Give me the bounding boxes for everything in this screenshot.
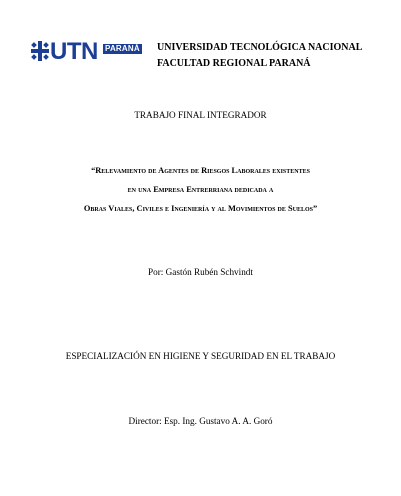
thesis-title-line-2: en una Empresa Entrerriana dedicada a <box>127 185 274 194</box>
logo-wordmark: UTN <box>50 38 98 65</box>
utn-emblem-icon <box>30 40 50 62</box>
logo-badge: PARANÁ <box>105 44 140 53</box>
institution-name <box>157 40 362 72</box>
utn-logo <box>30 40 142 66</box>
thesis-title <box>0 161 401 218</box>
specialization: ESPECIALIZACIÓN EN HIGIENE Y SEGURIDAD EN EL TRABAJO <box>65 351 336 361</box>
institution-line-faculty: FACULTAD REGIONAL PARANÁ <box>157 58 311 69</box>
header <box>30 40 390 74</box>
institution-line-university: UNIVERSIDAD TECNOLÓGICA NACIONAL <box>157 42 363 53</box>
thesis-title-line-3: Obras Viales, Civiles e Ingeniería y al Movimientos de Suelos” <box>83 204 318 213</box>
work-type: TRABAJO FINAL INTEGRADOR <box>134 110 267 120</box>
director: Director: Esp. Ing. Gustavo A. A. Goró <box>128 416 273 426</box>
author: Por: Gastón Rubén Schvindt <box>148 267 253 277</box>
thesis-title-line-1: “Relevamiento de Agentes de Riesgos Laborales existentes <box>91 166 310 175</box>
